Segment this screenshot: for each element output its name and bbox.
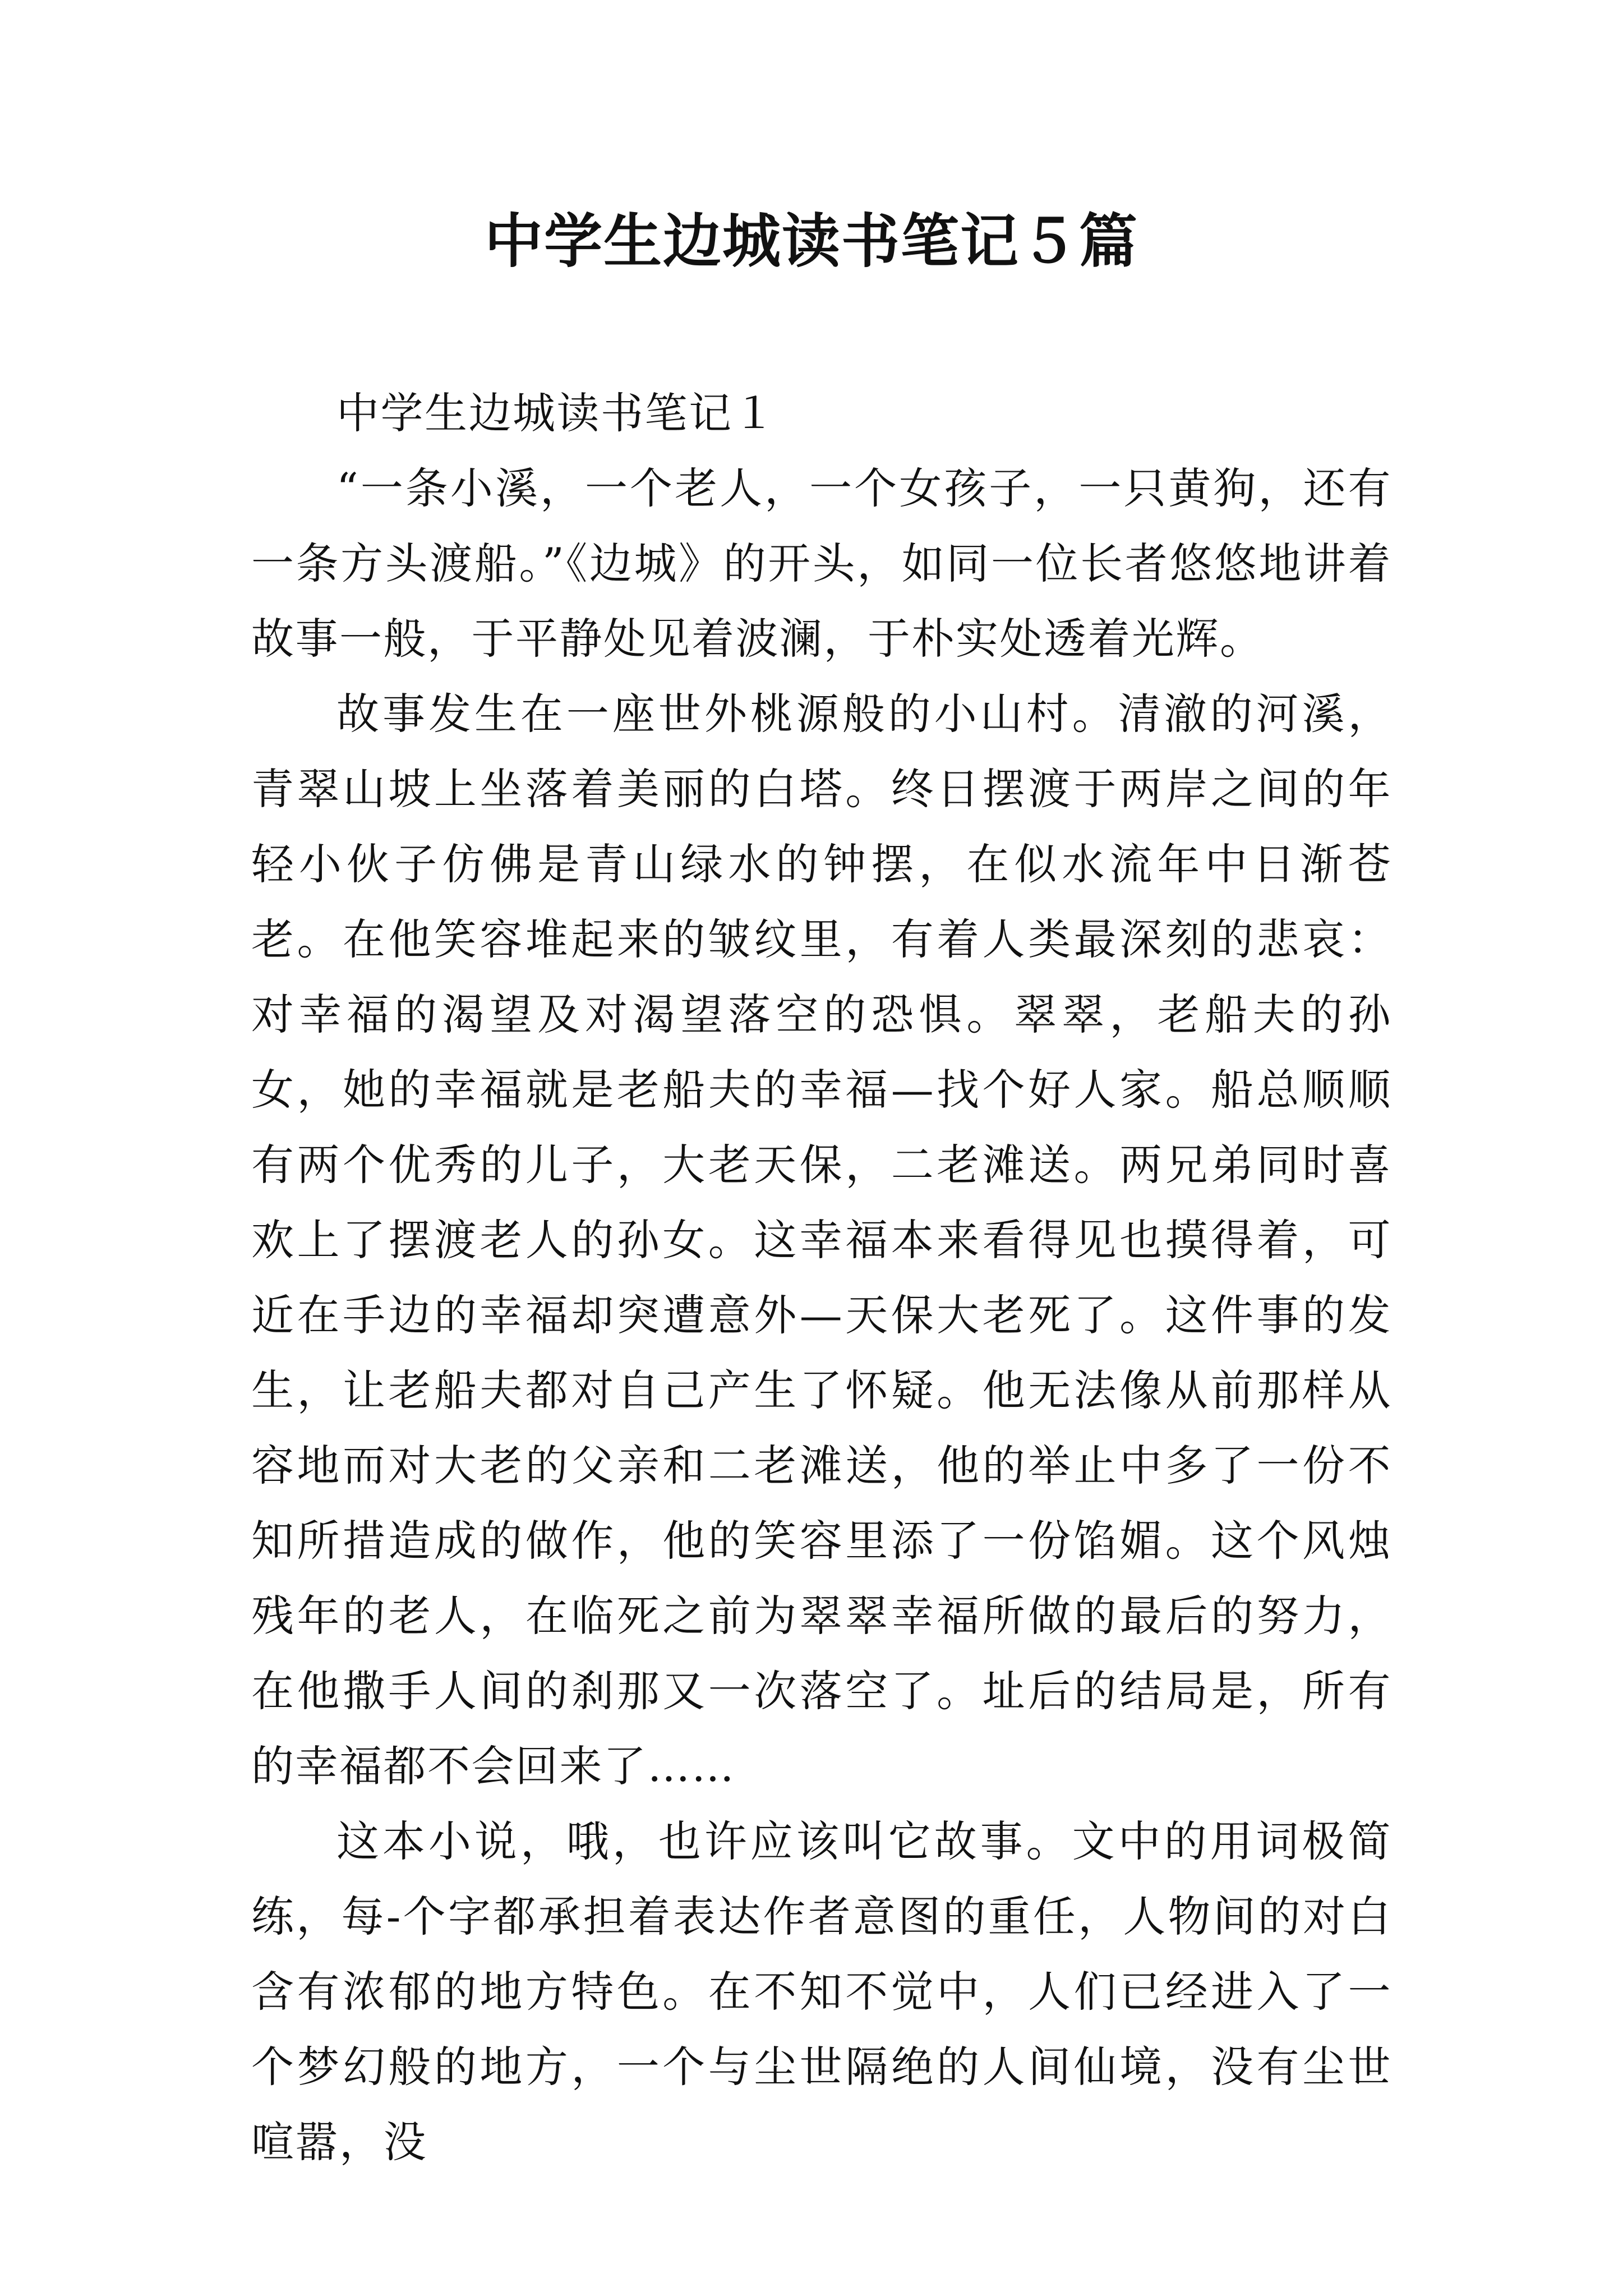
- paragraph-2: 故事发生在一座世外桃源般的小山村。清澈的河溪，青翠山坡上坐落着美丽的白塔。终日摆渡于两岸之间的年轻小伙子仿佛是青山绿水的钟摆，在似水流年中日渐苍老。在他笑容堆起来的皱纹里，有着人类最深刻的悲哀：对幸福的渴望及对渴望落空的恐惧。翠翠，老船夫的孙女，她的幸福就是老船夫的幸福—找个好人家。船总顺顺有两个优秀的儿子，大老天保，二老滩送。两兄弟同时喜欢上了摆渡老人的孙女。这幸福本来看得见也摸得着，可近在手边的幸福却突遭意外—天保大老死了。这件事的发生，让老船夫都对自己产生了怀疑。他无法像从前那样从容地而对大老的父亲和二老滩送，他的举止中多了一份不知所措造成的做作，他的笑容里添了一份馅媚。这个风烛残年的老人，在临死之前为翠翠幸福所做的最后的努力，在他撒手人间的刹那又一次落空了。址后的结局是，所有的幸福都不会回来了……: [251, 689, 1392, 1791]
- document-title: 中学生边城读书笔记５篇: [484, 206, 1138, 275]
- paragraph-3: 这本小说，哦，也许应该叫它故事。文中的用词极简练，每-个字都承担着表达作者意图的重任，人物间的对白含有浓郁的地方特色。在不知不觉中，人们已经进入了一个梦幻般的地方，一个与尘世隔绝的人间仙境，没有尘世喧嚣，没: [251, 1816, 1392, 2167]
- paragraph-1: “一条小溪，一个老人，一个女孩子，一只黄狗，还有一条方头渡船。”《边城》的开头，如同一位长者悠悠地讲着故事一般，于平静处见着波澜，于朴实处透着光辉。: [251, 463, 1392, 664]
- section-heading: 中学生边城读书笔记１: [336, 388, 777, 438]
- document-body: [251, 376, 1392, 2180]
